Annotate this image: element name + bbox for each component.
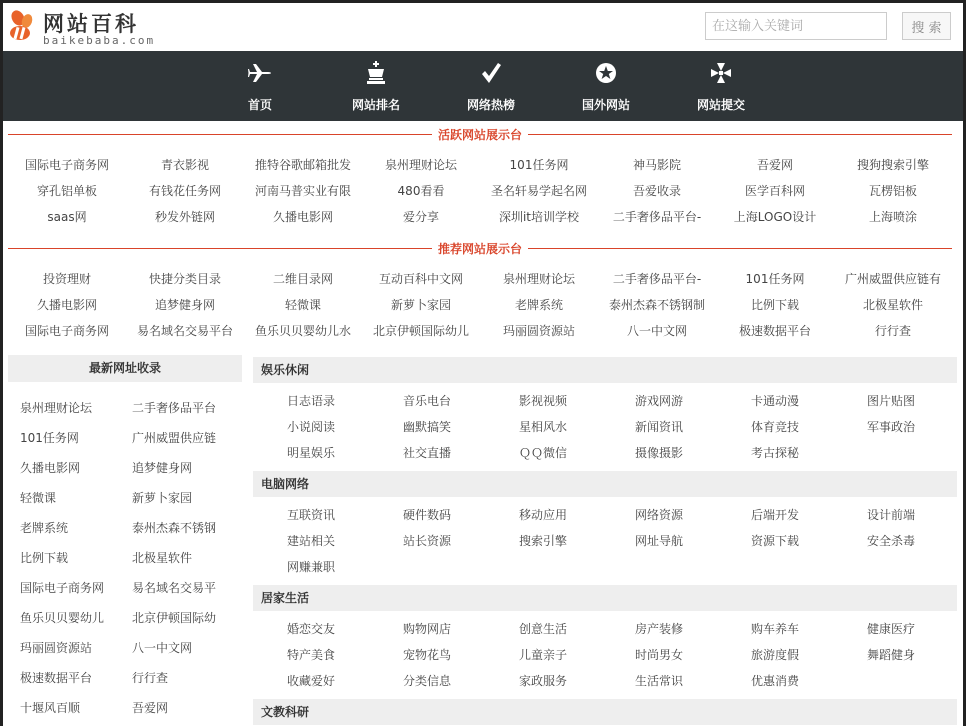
chess-king-icon [331, 60, 421, 86]
site-link[interactable]: 国际电子商务网 [24, 324, 109, 338]
nav-item-hot[interactable] [446, 51, 536, 121]
category-link[interactable]: 幽默搞笑 [402, 420, 451, 434]
site-link[interactable]: 圣名轩易学起名网 [490, 184, 587, 198]
site-link[interactable]: 穿孔铝单板 [36, 184, 97, 198]
category-link[interactable]: 卡通动漫 [750, 394, 799, 408]
latest-site-link[interactable]: 追梦健身网 [132, 461, 193, 475]
latest-site-link[interactable]: 北京伊顿国际幼 [132, 611, 217, 625]
category-link[interactable]: 军事政治 [866, 420, 915, 434]
site-logo[interactable] [7, 7, 167, 47]
nav-item-home[interactable] [215, 51, 305, 121]
site-link[interactable]: 瓦楞铝板 [868, 184, 917, 198]
site-header [3, 3, 963, 51]
site-link[interactable]: 医学百科网 [744, 184, 805, 198]
latest-title: 最新网址收录 [8, 355, 242, 382]
checkmark-icon [446, 60, 536, 86]
site-link[interactable]: 推特谷歌邮箱批发 [254, 158, 351, 172]
site-link[interactable]: 二维目录网 [272, 272, 333, 286]
site-link[interactable]: 投资理财 [42, 272, 91, 286]
category-link[interactable]: 社交直播 [402, 446, 451, 460]
site-domain: baikebaba.com [43, 34, 156, 47]
search-button[interactable]: 搜 索 [902, 12, 951, 40]
latest-site-link[interactable]: 广州威盟供应链 [132, 431, 217, 445]
category-link[interactable]: 星相风水 [518, 420, 567, 434]
category-link[interactable]: 分类信息 [402, 674, 451, 688]
main-nav [3, 51, 963, 121]
category-link[interactable]: 影视视频 [518, 394, 567, 408]
latest-site-link[interactable]: 鱼乐贝贝婴幼儿 [20, 611, 105, 625]
latest-site-link[interactable]: 轻微课 [20, 491, 57, 505]
category-link[interactable]: ＱＱ微信 [518, 446, 567, 460]
category-link[interactable]: 安全杀毒 [866, 534, 915, 548]
category-link[interactable]: 搜索引擎 [518, 534, 567, 548]
latest-site-link[interactable]: 二手奢侈品平台 [132, 401, 217, 415]
nav-item-submit[interactable] [676, 51, 766, 121]
site-link[interactable]: 广州威盟供应链有 [844, 272, 941, 286]
category-heading: 电脑网络 [253, 471, 957, 497]
nav-label: 网络热榜 [466, 98, 515, 112]
nav-item-foreign[interactable] [561, 51, 651, 121]
site-link[interactable]: 久播电影网 [36, 298, 97, 312]
latest-site-link[interactable]: 比例下载 [20, 551, 69, 565]
site-link[interactable]: 秒发外链网 [154, 210, 215, 224]
site-link[interactable]: 有钱花任务网 [148, 184, 221, 198]
category-link[interactable]: 新闻资讯 [634, 420, 683, 434]
category-link[interactable]: 硬件数码 [402, 508, 451, 522]
site-link[interactable]: 神马影院 [632, 158, 681, 172]
latest-site-link[interactable]: 易名域名交易平 [132, 581, 217, 595]
site-link[interactable]: 极速数据平台 [738, 324, 811, 338]
site-link[interactable]: 二手奢侈品平台- [612, 272, 702, 286]
star-circle-icon [561, 60, 651, 86]
site-link[interactable]: 101任务网 [509, 158, 569, 172]
site-link[interactable]: 泉州理财论坛 [502, 272, 575, 286]
site-link[interactable]: 101任务网 [745, 272, 805, 286]
latest-site-link[interactable]: 101任务网 [20, 431, 79, 445]
site-link[interactable]: 青衣影视 [160, 158, 209, 172]
latest-site-link[interactable]: 玛丽圆资源站 [20, 641, 93, 655]
nav-label: 国外网站 [581, 98, 630, 112]
category-link[interactable]: 健康医疗 [866, 622, 915, 636]
latest-site-link[interactable]: 新萝卜家园 [132, 491, 193, 505]
bee-logo-icon [7, 9, 37, 43]
latest-site-link[interactable]: 八一中文网 [132, 641, 193, 655]
site-link[interactable]: 搜狗搜索引擎 [856, 158, 929, 172]
latest-site-link[interactable]: 吾爱网 [132, 701, 169, 715]
search-input[interactable] [705, 12, 887, 40]
site-link[interactable]: 国际电子商务网 [24, 158, 109, 172]
site-link[interactable]: 深圳it培训学校 [498, 210, 580, 224]
site-row [8, 321, 952, 341]
site-link[interactable]: 八一中文网 [626, 324, 687, 338]
category-link[interactable]: 站长资源 [402, 534, 451, 548]
nav-label: 网站排名 [351, 98, 400, 112]
site-link[interactable]: 480看看 [397, 184, 445, 198]
site-row [8, 207, 952, 227]
category-link[interactable]: 优惠消费 [750, 674, 799, 688]
category-link[interactable]: 家政服务 [518, 674, 567, 688]
category-heading: 娱乐休闲 [253, 357, 957, 383]
site-link[interactable]: 互动百科中文网 [378, 272, 463, 286]
category-link[interactable]: 宠物花鸟 [402, 648, 451, 662]
section-title: 推荐网站展示台 [432, 240, 528, 257]
category-link[interactable]: 婚恋交友 [286, 622, 335, 636]
latest-sites-panel [8, 355, 242, 726]
nav-label: 首页 [247, 98, 272, 112]
category-link[interactable]: 舞蹈健身 [866, 648, 915, 662]
site-link[interactable]: 追梦健身网 [154, 298, 215, 312]
category-link[interactable]: 音乐电台 [402, 394, 451, 408]
site-link[interactable]: 泉州理财论坛 [384, 158, 457, 172]
latest-site-link[interactable]: 十堰风百顺 [20, 701, 81, 715]
category-link[interactable]: 收藏爱好 [286, 674, 335, 688]
category-link[interactable]: 资源下载 [750, 534, 799, 548]
category-link[interactable]: 房产装修 [634, 622, 683, 636]
category-link[interactable]: 网址导航 [634, 534, 683, 548]
category-link[interactable]: 游戏网游 [634, 394, 683, 408]
site-link[interactable]: saas网 [47, 210, 87, 224]
category-link[interactable]: 购车养车 [750, 622, 799, 636]
latest-site-link[interactable]: 北极星软件 [132, 551, 193, 565]
site-row [8, 269, 952, 289]
site-link[interactable]: 北极星软件 [862, 298, 923, 312]
site-link[interactable]: 老牌系统 [514, 298, 563, 312]
category-link[interactable]: 生活常识 [634, 674, 683, 688]
site-link[interactable]: 新萝卜家园 [390, 298, 451, 312]
site-link[interactable]: 轻微课 [284, 298, 321, 312]
site-link[interactable]: 比例下载 [750, 298, 799, 312]
latest-site-link[interactable]: 久播电影网 [20, 461, 81, 475]
category-link[interactable]: 建站相关 [286, 534, 335, 548]
category-link[interactable]: 移动应用 [518, 508, 567, 522]
site-link[interactable]: 北京伊顿国际幼儿 [372, 324, 469, 338]
latest-site-link[interactable]: 行行查 [132, 671, 169, 685]
category-link[interactable]: 小说阅读 [286, 420, 335, 434]
category-link[interactable]: 日志语录 [286, 394, 335, 408]
site-row [8, 181, 952, 201]
category-link[interactable]: 摄像摄影 [634, 446, 683, 460]
site-link[interactable]: 吾爱网 [756, 158, 793, 172]
category-link[interactable]: 购物网店 [402, 622, 451, 636]
site-name: 网站百科 [43, 12, 139, 36]
site-link[interactable]: 泰州杰森不锈钢制 [608, 298, 705, 312]
site-link[interactable]: 吾爱收录 [632, 184, 681, 198]
category-link[interactable]: 体育竞技 [750, 420, 799, 434]
category-link[interactable]: 考古探秘 [750, 446, 799, 460]
category-link[interactable]: 网络资源 [634, 508, 683, 522]
nav-label: 网站提交 [696, 98, 745, 112]
site-link[interactable]: 久播电影网 [272, 210, 333, 224]
nav-item-ranking[interactable] [331, 51, 421, 121]
site-row [8, 295, 952, 315]
site-link[interactable]: 上海LOGO设计 [733, 210, 817, 224]
latest-site-link[interactable]: 极速数据平台 [20, 671, 93, 685]
category-link[interactable]: 图片贴图 [866, 394, 915, 408]
site-link[interactable]: 鱼乐贝贝婴幼儿水 [254, 324, 351, 338]
category-link[interactable]: 设计前端 [866, 508, 915, 522]
category-link[interactable]: 互联资讯 [286, 508, 335, 522]
category-link[interactable]: 儿童亲子 [518, 648, 567, 662]
category-link[interactable]: 后端开发 [750, 508, 799, 522]
site-link[interactable]: 河南马普实业有限 [254, 184, 351, 198]
site-link[interactable]: 行行查 [874, 324, 911, 338]
category-link[interactable]: 网赚兼职 [286, 560, 335, 574]
active-section-heading [8, 126, 952, 142]
category-link[interactable]: 特产美食 [286, 648, 335, 662]
site-link[interactable]: 爱分享 [402, 210, 439, 224]
site-link[interactable]: 快捷分类目录 [148, 272, 221, 286]
latest-site-link[interactable]: 老牌系统 [20, 521, 69, 535]
latest-site-link[interactable]: 泰州杰森不锈钢 [132, 521, 217, 535]
site-link[interactable]: 玛丽圆资源站 [502, 324, 575, 338]
latest-site-link[interactable]: 国际电子商务网 [20, 581, 105, 595]
section-title: 活跃网站展示台 [432, 126, 528, 143]
latest-site-link[interactable]: 泉州理财论坛 [20, 401, 93, 415]
site-row [8, 155, 952, 175]
recommend-section-heading [8, 240, 952, 256]
category-link[interactable]: 明星娱乐 [286, 446, 335, 460]
site-link[interactable]: 易名域名交易平台 [136, 324, 233, 338]
category-heading: 文教科研 [253, 699, 957, 725]
category-link[interactable]: 创意生活 [518, 622, 567, 636]
airplane-icon [215, 60, 305, 86]
site-link[interactable]: 二手奢侈品平台- [612, 210, 702, 224]
category-link[interactable]: 旅游度假 [750, 648, 799, 662]
category-heading: 居家生活 [253, 585, 957, 611]
category-link[interactable]: 时尚男女 [634, 648, 683, 662]
maltese-cross-icon [676, 60, 766, 86]
site-link[interactable]: 上海喷涂 [868, 210, 917, 224]
